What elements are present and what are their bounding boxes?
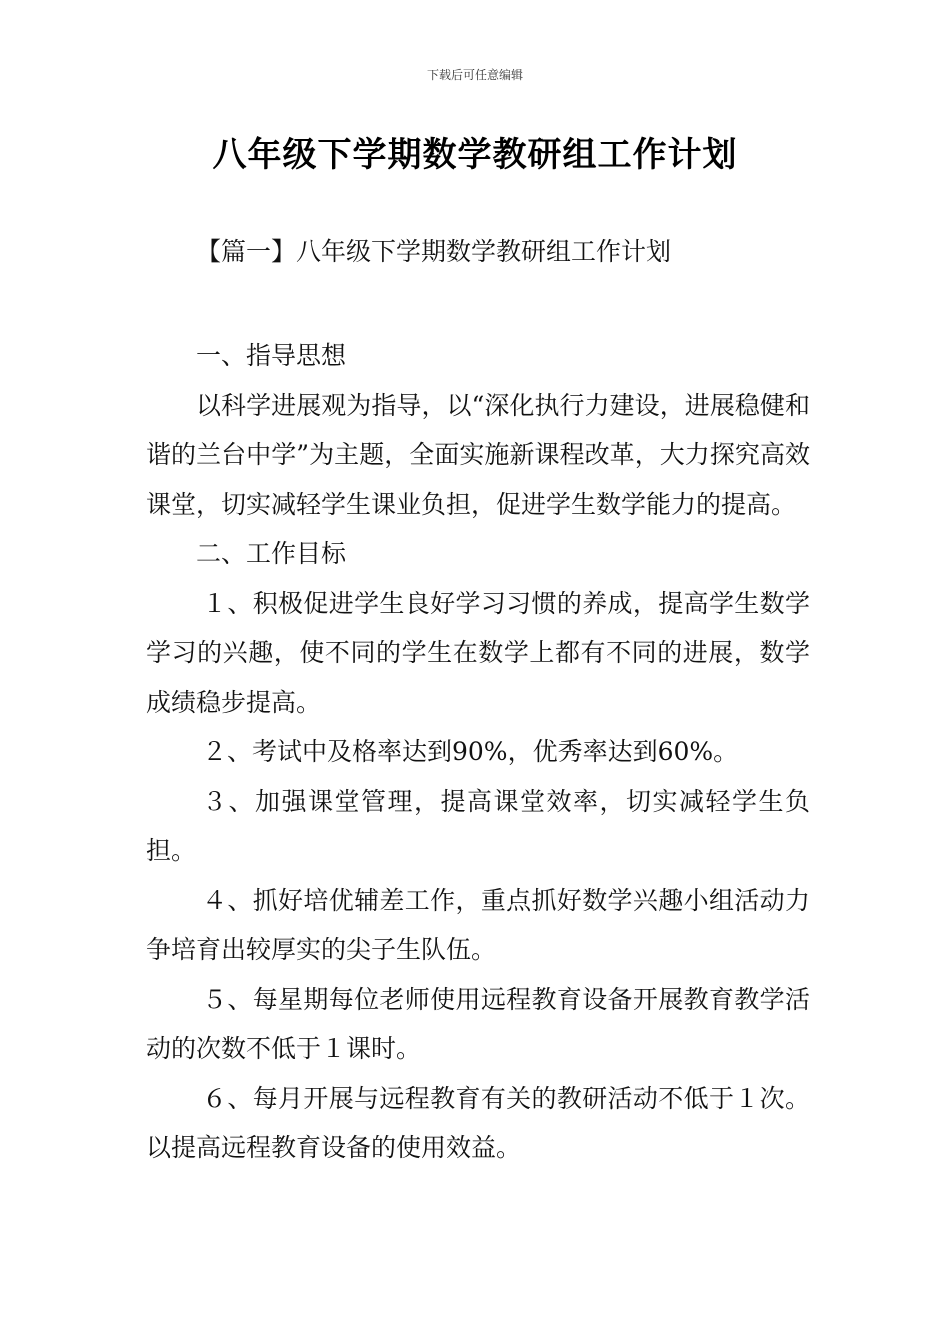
header-note: 下载后可任意编辑: [426, 68, 523, 82]
goal-item-2: ２、考试中及格率达到90%，优秀率达到60%。: [202, 737, 739, 766]
paragraph-guiding-ideology: 以科学进展观为指导，以“深化执行力建设，进展稳健和谐的兰台中学”为主题，全面实施新课程改革，大力探究高效课堂，切实减轻学生课业负担，促进学生数学能力的提高。: [146, 390, 810, 519]
goal-item-3: ３、加强课堂管理，提高课堂效率，切实减轻学生负担。: [146, 786, 810, 865]
heading-work-goals: 二、工作目标: [196, 539, 347, 568]
heading-guiding-ideology: 一、指导思想: [196, 341, 347, 370]
goal-item-1: １、积极促进学生良好学习习惯的养成，提高学生数学学习的兴趣，使不同的学生在数学上都有不同的进展，数学成绩稳步提高。: [146, 588, 810, 717]
goal-item-5: ５、每星期每位老师使用远程教育设备开展教育教学活动的次数不低于１课时。: [146, 984, 810, 1063]
goal-item-4: ４、抓好培优辅差工作，重点抓好数学兴趣小组活动力争培育出较厚实的尖子生队伍。: [146, 885, 810, 964]
section-title: 【篇一】八年级下学期数学教研组工作计划: [196, 237, 672, 266]
goal-item-6: ６、每月开展与远程教育有关的教研活动不低于１次。以提高远程教育设备的使用效益。: [146, 1083, 810, 1162]
document-title: 八年级下学期数学教研组工作计划: [212, 135, 738, 175]
document-body: [146, 331, 810, 1173]
